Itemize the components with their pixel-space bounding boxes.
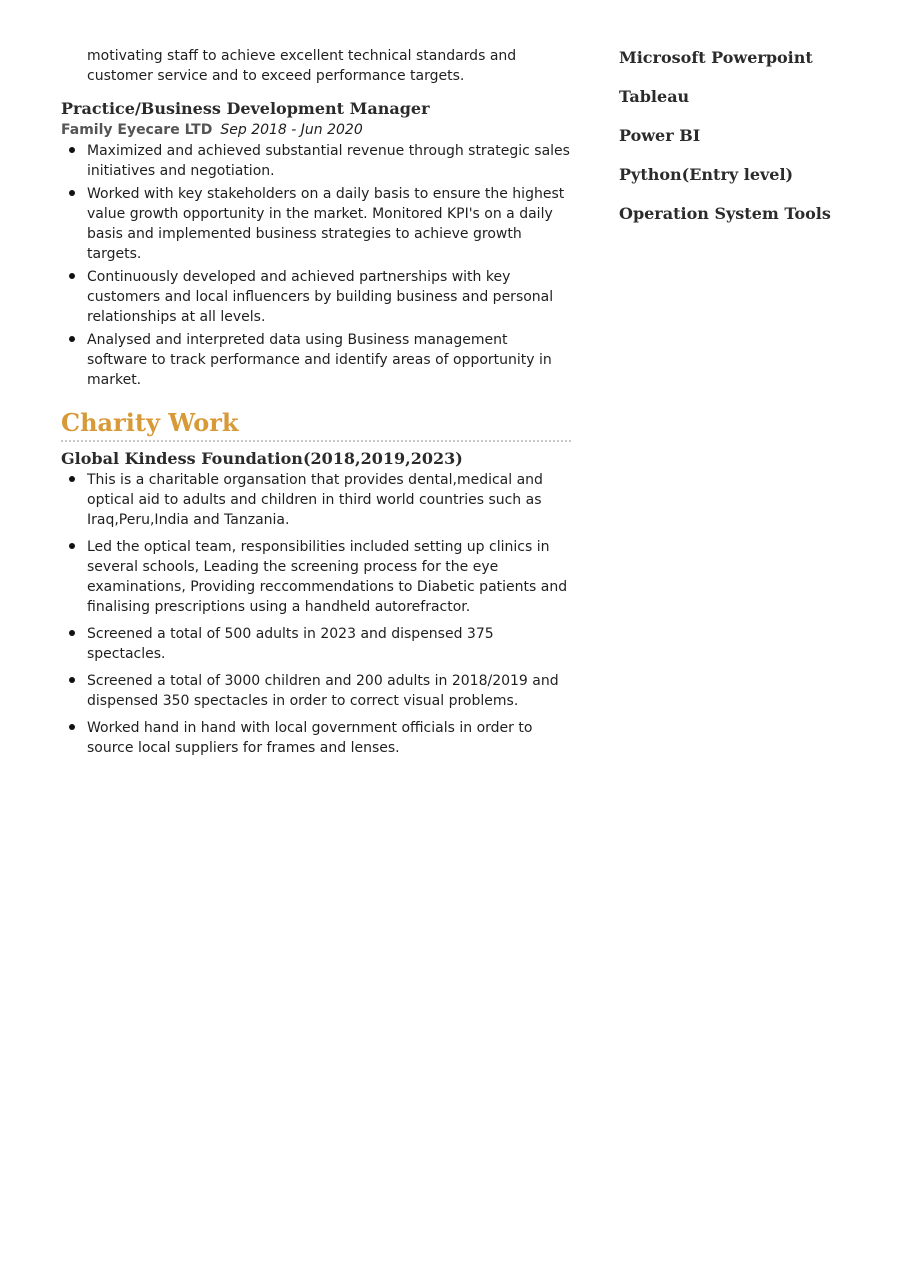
job-dates: Sep 2018 - Jun 2020 (220, 122, 363, 138)
job-title: Practice/Business Development Manager (61, 99, 430, 118)
job-meta (61, 120, 571, 140)
job-entry (61, 98, 571, 390)
list-item: Led the optical team, responsibilities included setting up clinics in several schools, Leading the screening process for the eye examinations, Providing reccommendations to Diabetic patients and finalising prescriptions using a handheld autorefractor. (61, 537, 571, 617)
list-item: Continuously developed and achieved partnerships with key customers and local influencers by building business and personal relationships at all levels. (61, 267, 571, 327)
continued-bullet-list (61, 46, 571, 86)
company-name: Family Eyecare LTD (61, 122, 213, 138)
side-column (619, 46, 879, 241)
list-item: Maximized and achieved substantial revenue through strategic sales initiatives and negotiation. (61, 141, 571, 181)
charity-section-title: Charity Work (61, 408, 239, 437)
skill-item: Power BI (619, 126, 701, 145)
section-divider (61, 440, 571, 442)
list-item: Worked hand in hand with local government officials in order to source local suppliers for frames and lenses. (61, 718, 571, 758)
list-item: motivating staff to achieve excellent technical standards and customer service and to exceed performance targets. (87, 48, 517, 84)
skill-item: Python(Entry level) (619, 165, 794, 184)
list-item: Screened a total of 500 adults in 2023 and dispensed 375 spectacles. (61, 624, 571, 664)
skills-list (619, 46, 879, 226)
main-column (61, 46, 571, 765)
list-item: This is a charitable organsation that provides dental,medical and optical aid to adults and children in third world countries such as Iraq,Peru,India and Tanzania. (61, 470, 571, 530)
skill-item: Tableau (619, 87, 690, 106)
organization-title: Global Kindess Foundation(2018,2019,2023) (61, 449, 463, 468)
skill-item: Microsoft Powerpoint (619, 48, 813, 67)
list-item: Screened a total of 3000 children and 200 adults in 2018/2019 and dispensed 350 spectacles in order to correct visual problems. (61, 671, 571, 711)
charity-entry (61, 448, 571, 758)
list-item: Analysed and interpreted data using Business management software to track performance and identify areas of opportunity in market. (61, 330, 571, 390)
skill-item: Operation System Tools (619, 204, 831, 223)
charity-bullet-list (61, 470, 571, 758)
job-bullet-list (61, 141, 571, 390)
list-item: Worked with key stakeholders on a daily basis to ensure the highest value growth opportunity in the market. Monitored KPI's on a daily basis and implemented business strategies to achieve growth targets. (61, 184, 571, 264)
